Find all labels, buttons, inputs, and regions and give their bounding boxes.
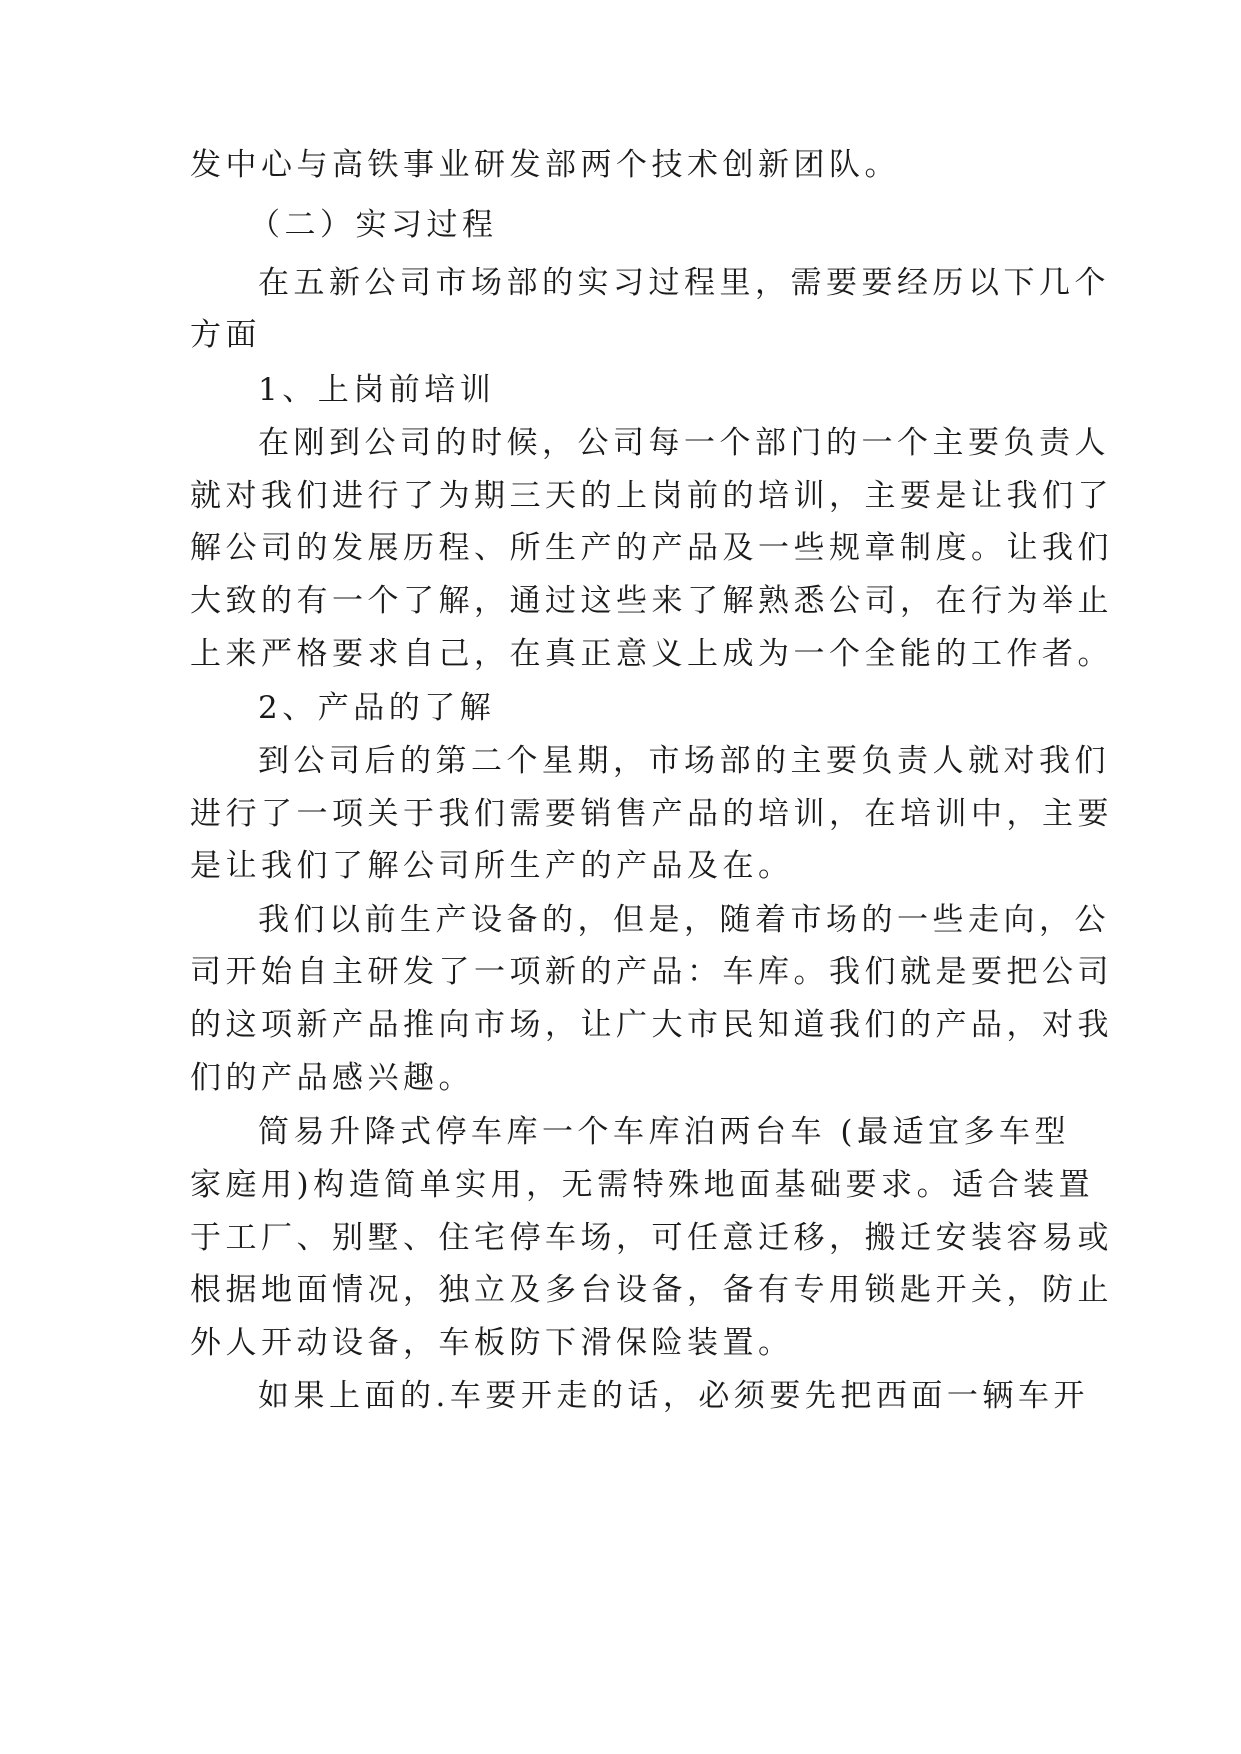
- paragraph-line: 如果上面的.车要开走的话，必须要先把西面一辆车开: [258, 1378, 1089, 1414]
- paragraph-line: 的这项新产品推向市场，让广大市民知道我们的产品，对我: [190, 1007, 1113, 1043]
- paragraph-line: 司开始自主研发了一项新的产品：车库。我们就是要把公司: [190, 954, 1113, 990]
- paragraph-line: 在刚到公司的时候，公司每一个部门的一个主要负责人: [258, 425, 1110, 461]
- paragraph-line: 进行了一项关于我们需要销售产品的培训，在培训中，主要: [190, 796, 1113, 832]
- paragraph-line: 上来严格要求自己，在真正意义上成为一个全能的工作者。: [190, 636, 1113, 672]
- paragraph-line: 外人开动设备，车板防下滑保险装置。: [190, 1325, 794, 1361]
- subsection-heading: 1、上岗前培训: [258, 372, 496, 408]
- paragraph-line: 方面: [190, 317, 261, 353]
- paragraph-line: 发中心与高铁事业研发部两个技术创新团队。: [190, 147, 900, 183]
- paragraph-line: 是让我们了解公司所生产的产品及在。: [190, 848, 794, 884]
- paragraph-line: 我们以前生产设备的，但是，随着市场的一些走向，公: [258, 902, 1110, 938]
- subsection-heading: 2、产品的了解: [258, 690, 496, 726]
- paragraph-line: 家庭用)构造简单实用，无需特殊地面基础要求。适合装置: [190, 1167, 1095, 1203]
- paragraph-line: 简易升降式停车库一个车库泊两台车 (最适宜多车型: [258, 1114, 1070, 1150]
- paragraph-line: 大致的有一个了解，通过这些来了解熟悉公司，在行为举止: [190, 583, 1113, 619]
- paragraph-line: 到公司后的第二个星期，市场部的主要负责人就对我们: [258, 743, 1110, 779]
- paragraph-line: 在五新公司市场部的实习过程里，需要要经历以下几个: [258, 265, 1110, 301]
- paragraph-line: 们的产品感兴趣。: [190, 1060, 474, 1096]
- section-heading: （二）实习过程: [249, 207, 498, 243]
- paragraph-line: 解公司的发展历程、所生产的产品及一些规章制度。让我们: [190, 530, 1113, 566]
- paragraph-line: 就对我们进行了为期三天的上岗前的培训，主要是让我们了: [190, 478, 1113, 514]
- paragraph-line: 根据地面情况，独立及多台设备，备有专用锁匙开关，防止: [190, 1272, 1113, 1308]
- paragraph-line: 于工厂、别墅、住宅停车场，可任意迁移，搬迁安装容易或: [190, 1220, 1113, 1256]
